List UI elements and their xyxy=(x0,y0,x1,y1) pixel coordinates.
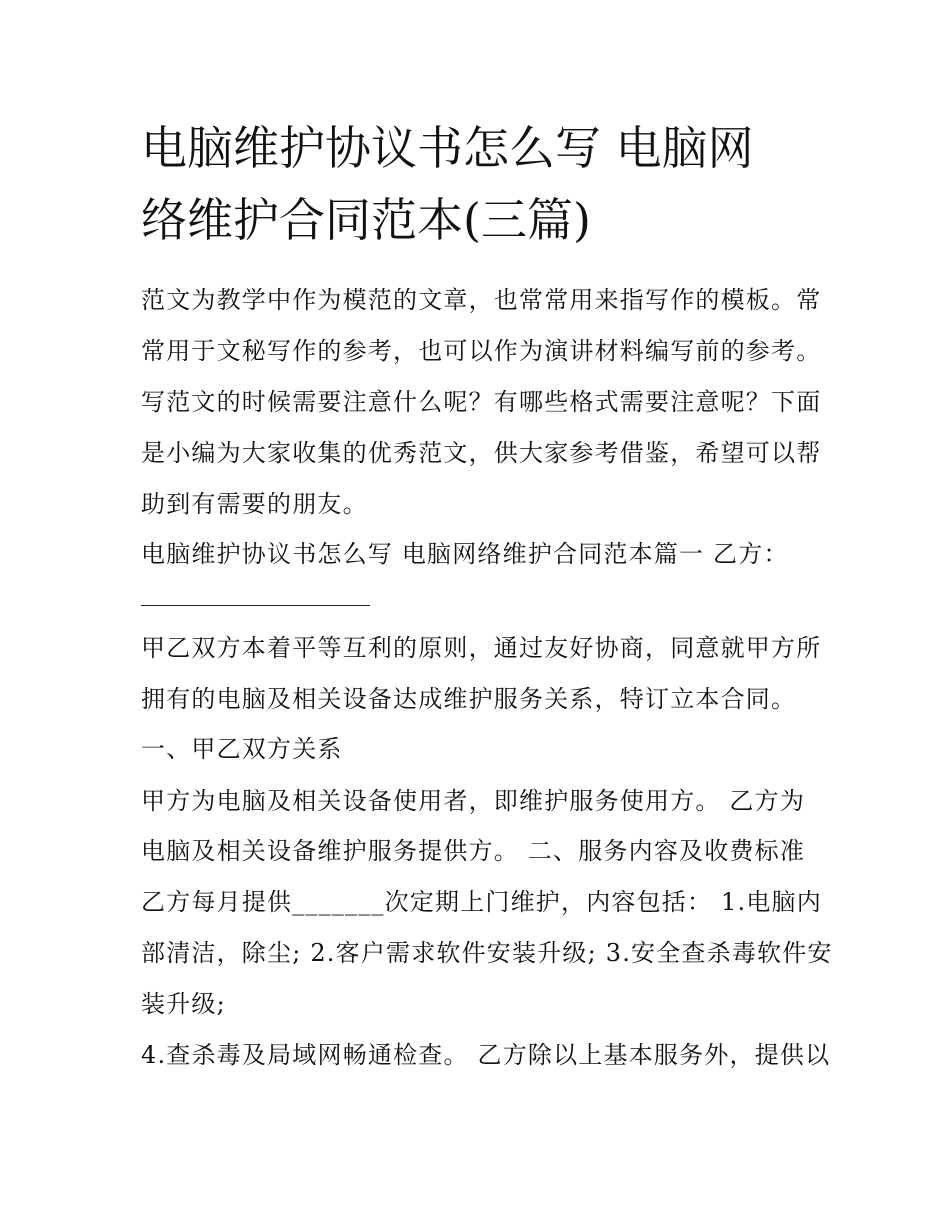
title-line-1: 电脑维护协议书怎么写 电脑网 xyxy=(141,121,754,175)
body-line: 甲乙双方本着平等互利的原则，通过友好协商，同意就甲方所 xyxy=(141,634,822,662)
signature-blank-line xyxy=(141,605,370,606)
body-line: 常用于文秘写作的参考，也可以作为演讲材料编写前的参考。 xyxy=(141,337,822,365)
body-line: 助到有需要的朋友。 xyxy=(141,490,368,518)
body-line: 部清洁，除尘; 2.客户需求软件安装升级; 3.安全查杀毒软件安 xyxy=(141,939,833,967)
section-heading: 电脑维护协议书怎么写 电脑网络维护合同范本篇一 乙方： xyxy=(141,540,789,568)
title-line-2: 络维护合同范本(三篇) xyxy=(141,193,591,247)
body-line: 拥有的电脑及相关设备达成维护服务关系，特订立本合同。 xyxy=(141,685,797,713)
body-line: 装升级; xyxy=(141,990,226,1018)
body-line: 甲方为电脑及相关设备使用者，即维护服务使用方。 乙方为 xyxy=(141,787,806,815)
body-line: 4.查杀毒及局域网畅通检查。 乙方除以上基本服务外，提供以 xyxy=(141,1041,831,1069)
document-title xyxy=(141,112,821,256)
body-line: 电脑及相关设备维护服务提供方。 二、服务内容及收费标准 xyxy=(141,837,806,865)
body-line: 是小编为大家收集的优秀范文，供大家参考借鉴，希望可以帮 xyxy=(141,439,822,467)
body-line: 写范文的时候需要注意什么呢？有哪些格式需要注意呢？下面 xyxy=(141,388,822,416)
body-line: 一、甲乙双方关系 xyxy=(141,735,343,763)
body-line: 乙方每月提供_______次定期上门维护，内容包括： 1.电脑内 xyxy=(141,888,822,916)
body-line: 范文为教学中作为模范的文章，也常常用来指写作的模板。常 xyxy=(141,286,822,314)
